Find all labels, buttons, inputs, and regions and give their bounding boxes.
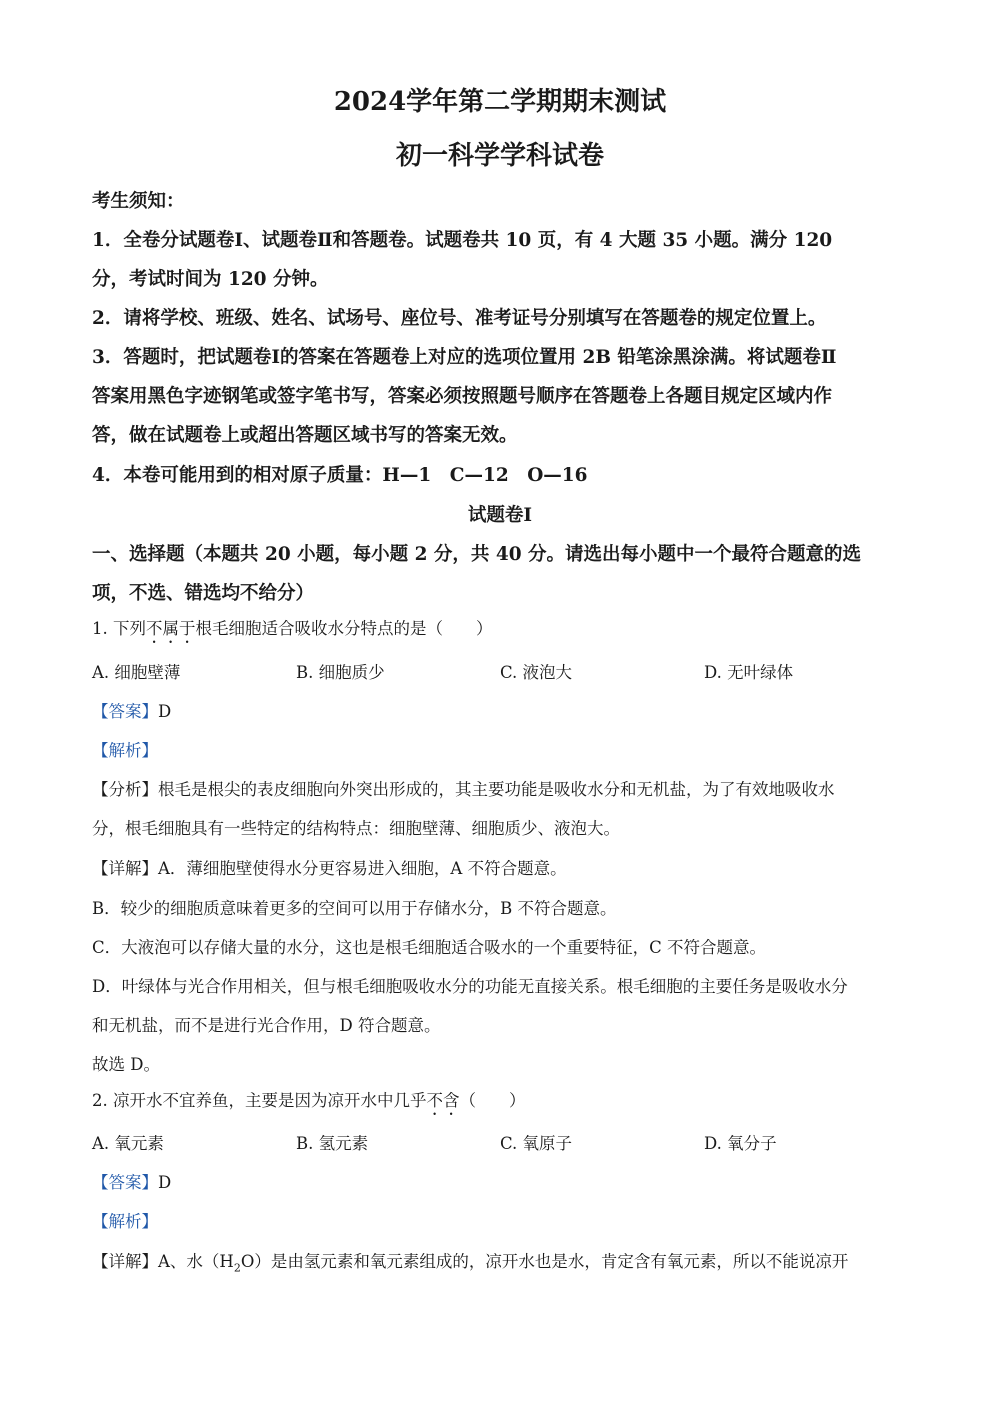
question-1-detail-a <box>92 855 912 883</box>
question-1-detail-d-cont: 和无机盐，而不是进行光合作用，D 符合题意。 <box>92 1016 441 1035</box>
detail-text: A．薄细胞壁使得水分更容易进入细胞，A 不符合题意。 <box>158 859 567 878</box>
notice-line: 1．全卷分试题卷Ⅰ、试题卷Ⅱ和答题卷。试题卷共 10 页，有 4 大题 35 小题。满分 120 <box>92 230 833 251</box>
question-2-stem <box>92 1087 912 1119</box>
question-1-detail-c: C．大液泡可以存储大量的水分，这也是根毛细胞适合吸水的一个重要特征，C 不符合题意。 <box>92 938 766 957</box>
question-1-emphasis: 不属于 <box>146 619 196 638</box>
notice-line: 4．本卷可能用到的相对原子质量：H—1 C—12 O—16 <box>92 465 588 486</box>
section-intro: 一、选择题（本题共 20 小题，每小题 2 分，共 40 分。请选出每小题中一个最符合题意的选 <box>92 544 862 565</box>
question-2-detail <box>92 1248 912 1282</box>
question-1-answer <box>92 698 912 726</box>
section-label: 试题卷Ⅰ <box>467 505 533 526</box>
question-2-option-c: C. 氧原子 <box>500 1134 573 1153</box>
section-intro: 项，不选、错选均不给分） <box>92 583 315 604</box>
notice-line: 2．请将学校、班级、姓名、试场号、座位号、准考证号分别填写在答题卷的规定位置上。 <box>92 308 827 329</box>
question-1-option-d: D. 无叶绿体 <box>704 663 794 682</box>
question-1-analysis <box>92 776 912 804</box>
answer-value: D <box>158 1173 172 1192</box>
xiangjie-tag: 【详解】 <box>92 1252 158 1271</box>
question-1-conclusion: 故选 D。 <box>92 1055 160 1074</box>
question-1-detail-d: D．叶绿体与光合作用相关，但与根毛细胞吸收水分的功能无直接关系。根毛细胞的主要任务是吸收水分 <box>92 977 848 996</box>
question-1-option-c: C. 液泡大 <box>500 663 573 682</box>
question-1-stem <box>92 615 912 647</box>
notice-line: 3．答题时，把试题卷Ⅰ的答案在答题卷上对应的选项位置用 2B 铅笔涂黑涂满。将试题卷Ⅱ <box>92 347 837 368</box>
detail-text-post: O）是由氢元素和氧元素组成的，凉开水也是水，肯定含有氧元素，所以不能说凉开 <box>240 1252 849 1271</box>
analysis-tag: 【解析】 <box>92 741 158 760</box>
xiangjie-tag: 【详解】 <box>92 859 158 878</box>
notice-line: 答案用黑色字迹钢笔或签字笔书写，答案必须按照题号顺序在答题卷上各题目规定区域内作 <box>92 386 833 407</box>
question-2-answer <box>92 1169 912 1197</box>
subscript-two: 2 <box>233 1261 241 1275</box>
notice-line: 答，做在试题卷上或超出答题区域书写的答案无效。 <box>92 425 518 446</box>
question-1-option-b: B. 细胞质少 <box>296 663 385 682</box>
question-1-option-a: A. 细胞壁薄 <box>92 663 181 682</box>
answer-value: D <box>158 702 172 721</box>
fenxi-tag: 【分析】 <box>92 780 158 799</box>
exam-subtitle: 初一科学学科试卷 <box>395 141 604 171</box>
question-1-stem-pre: 1. 下列 <box>92 619 146 638</box>
exam-title: 2024学年第二学期期末测试 <box>333 87 667 117</box>
fenxi-text: 根毛是根尖的表皮细胞向外突出形成的，其主要功能是吸收水分和无机盐，为了有效地吸收水 <box>158 780 835 799</box>
question-2-option-b: B. 氢元素 <box>296 1134 369 1153</box>
detail-text-pre: A、水（H <box>158 1252 234 1271</box>
question-2-option-a: A. 氧元素 <box>92 1134 164 1153</box>
question-2-option-d: D. 氧分子 <box>704 1134 777 1153</box>
question-1-analysis-cont: 分，根毛细胞具有一些特定的结构特点：细胞壁薄、细胞质少、液泡大。 <box>92 819 620 838</box>
question-2-emphasis: 不含 <box>426 1091 460 1110</box>
question-1-stem-post: 根毛细胞适合吸收水分特点的是（ ） <box>195 619 493 638</box>
analysis-tag: 【解析】 <box>92 1212 158 1231</box>
answer-tag: 【答案】 <box>92 1173 158 1192</box>
notice-line: 分，考试时间为 120 分钟。 <box>92 269 329 290</box>
question-2-stem-pre: 2. 凉开水不宜养鱼，主要是因为凉开水中几乎 <box>92 1091 427 1110</box>
question-2-stem-post: （ ） <box>459 1091 526 1110</box>
answer-tag: 【答案】 <box>92 702 158 721</box>
question-1-detail-b: B．较少的细胞质意味着更多的空间可以用于存储水分，B 不符合题意。 <box>92 899 617 918</box>
notice-heading: 考生须知： <box>92 191 185 212</box>
